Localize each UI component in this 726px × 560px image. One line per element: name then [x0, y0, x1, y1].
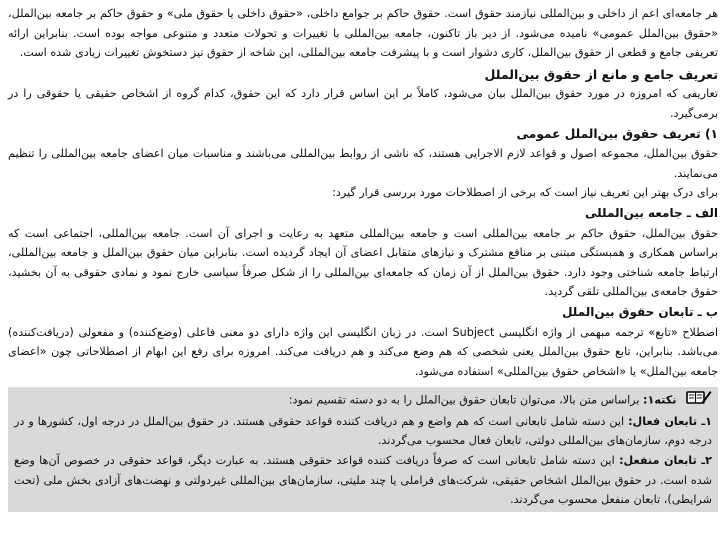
note-box: [8, 387, 718, 512]
section-be-text-before: اصطلاح «تابع» ترجمه مبهمی از واژه انگلیسی: [499, 325, 719, 339]
intro-line-3: جامع و قطعی از حقوق بین‌الملل، کاری دشوار است و با پیشرفت جامعه بین‌المللی، این شاخه از حقوق نیز دستخوش تغییرات زیادی شده است.: [19, 46, 682, 60]
note-item-2-title: ۲ـ تابعان منفعل:: [619, 454, 712, 468]
intro-line-1: هر جامعه‌ای اعم از داخلی و بین‌المللی نیازمند حقوق است. حقوق حاکم بر جوامع داخلی، «حقوق داخلی یا حقوق ملی» و حقوق حاکم بر جامعه بین‌الملل،: [8, 7, 718, 20]
intro-paragraph: [8, 4, 718, 63]
note-intro: براساس متن بالا، می‌توان تابعان حقوق بین‌الملل را به دو دسته تقسیم نمود:: [288, 393, 640, 407]
note-header: [14, 389, 712, 412]
section-alef-heading: الف ـ جامعه بین‌المللی: [585, 205, 718, 220]
definition-heading: تعریف جامع و مانع از حقوق بین‌الملل: [484, 66, 718, 82]
section-be-text: [8, 323, 718, 382]
section-1-text: حقوق بین‌الملل، مجموعه اصول و قواعد لازم الاجرایی هستند، که ناشی از روابط بین‌المللی می‌باشند و مناسبات میان اعضای جامعه بین‌المللی را تنظیم می‌نمایند.: [8, 147, 718, 180]
definition-text: تعاریفی که امروزه در مورد حقوق بین‌الملل بیان می‌شود، کاملاً بر این اساس قرار دارد که این حقوق، کدام گروه از اشخاص حقیقی یا حقوقی را در برمی‌گیرد.: [8, 87, 718, 120]
note-item-1-title: ۱ـ تابعان فعال:: [628, 414, 712, 428]
section-be-text-after: است. در زبان انگلیسی این واژه دارای دو معنی فاعلی (وضع‌کننده) و مفعولی (دریافت‌کننده) می‌باشد. بنابراین، تابع حقوق بین‌الملل یعنی شخصی که هم وضع می‌کند و هم دریافت می‌کند. امروزه برای رفع این ابهام از اصطلاحاتی چون «اعضای جامعه بین‌الملل» یا «اشخاص حقوق بین‌المللی» استفاده می‌شود.: [8, 325, 718, 378]
note-item-2: [14, 451, 712, 510]
english-term: Subject: [452, 325, 495, 339]
note-item-1: [14, 412, 712, 451]
pen-and-book-icon: [686, 389, 712, 412]
note-item-1-text: این دسته شامل تابعانی است که هم واضع و هم دریافت کننده قواعد حقوقی هستند. در حقوق بین‌الملل در درجه اول، کشورها و در درجه دوم، سازمان‌های بین‌المللی دولتی، تابعان فعال محسوب می‌گردند.: [14, 414, 712, 448]
note-title: نکته۱:: [643, 393, 677, 407]
section-alef-text: حقوق بین‌الملل، حقوق حاکم بر جامعه بین‌المللی است و جامعه بین‌المللی متعهد به رعایت و اجرای آن است. جامعه بین‌المللی، اجتماعی است که براساس همکاری و همبستگی مبتنی بر منافع مشترک و نیازهای متقابل اعضای آن ایجاد گردیده است. بنابراین میان حقوق بین‌الملل و جامعه بین‌المللی، ارتباط جامعه شناختی وجود دارد. حقوق بین‌الملل از آن زمان که جامعه‌ای بین‌المللی را از شکل صرفاً سیاسی خارج نمود و نمادی حقوقی به آن بخشید، حقوق جامعه‌ی بین‌المللی تلقی گردید.: [8, 226, 718, 299]
note-item-2-text: این دسته شامل تابعانی است که صرفاً دریافت کننده قواعد حقوقی هستند. به عبارت دیگر، قواعد حقوقی در خصوص آن‌ها وضع شده است. در حقوق بین‌الملل اشخاص حقیقی، شرکت‌های فراملی یا چند ملیتی، سازمان‌های بین‌المللی غیردولتی و نهضت‌های آزادی بخش ملی (تحت شرایطی)، تابعان منفعل محسوب می‌گردند.: [14, 454, 712, 507]
section-be-heading: ب ـ تابعان حقوق بین‌الملل: [562, 304, 718, 319]
section-1-followup: برای درک بهتر این تعریف نیاز است که برخی از اصطلاحات مورد بررسی قرار گیرد:: [332, 186, 718, 200]
section-1-heading: ۱) تعریف حقوق بین‌الملل عمومی: [516, 126, 718, 141]
intro-line-2: «حقوق بین‌الملل عمومی» نامیده می‌شود. از دیر باز تاکنون، جامعه بین‌المللی با تغییرات و تحولات متعدد و متنوعی مواجه بوده است. بنابراین ارائه تعریفی: [8, 26, 718, 60]
